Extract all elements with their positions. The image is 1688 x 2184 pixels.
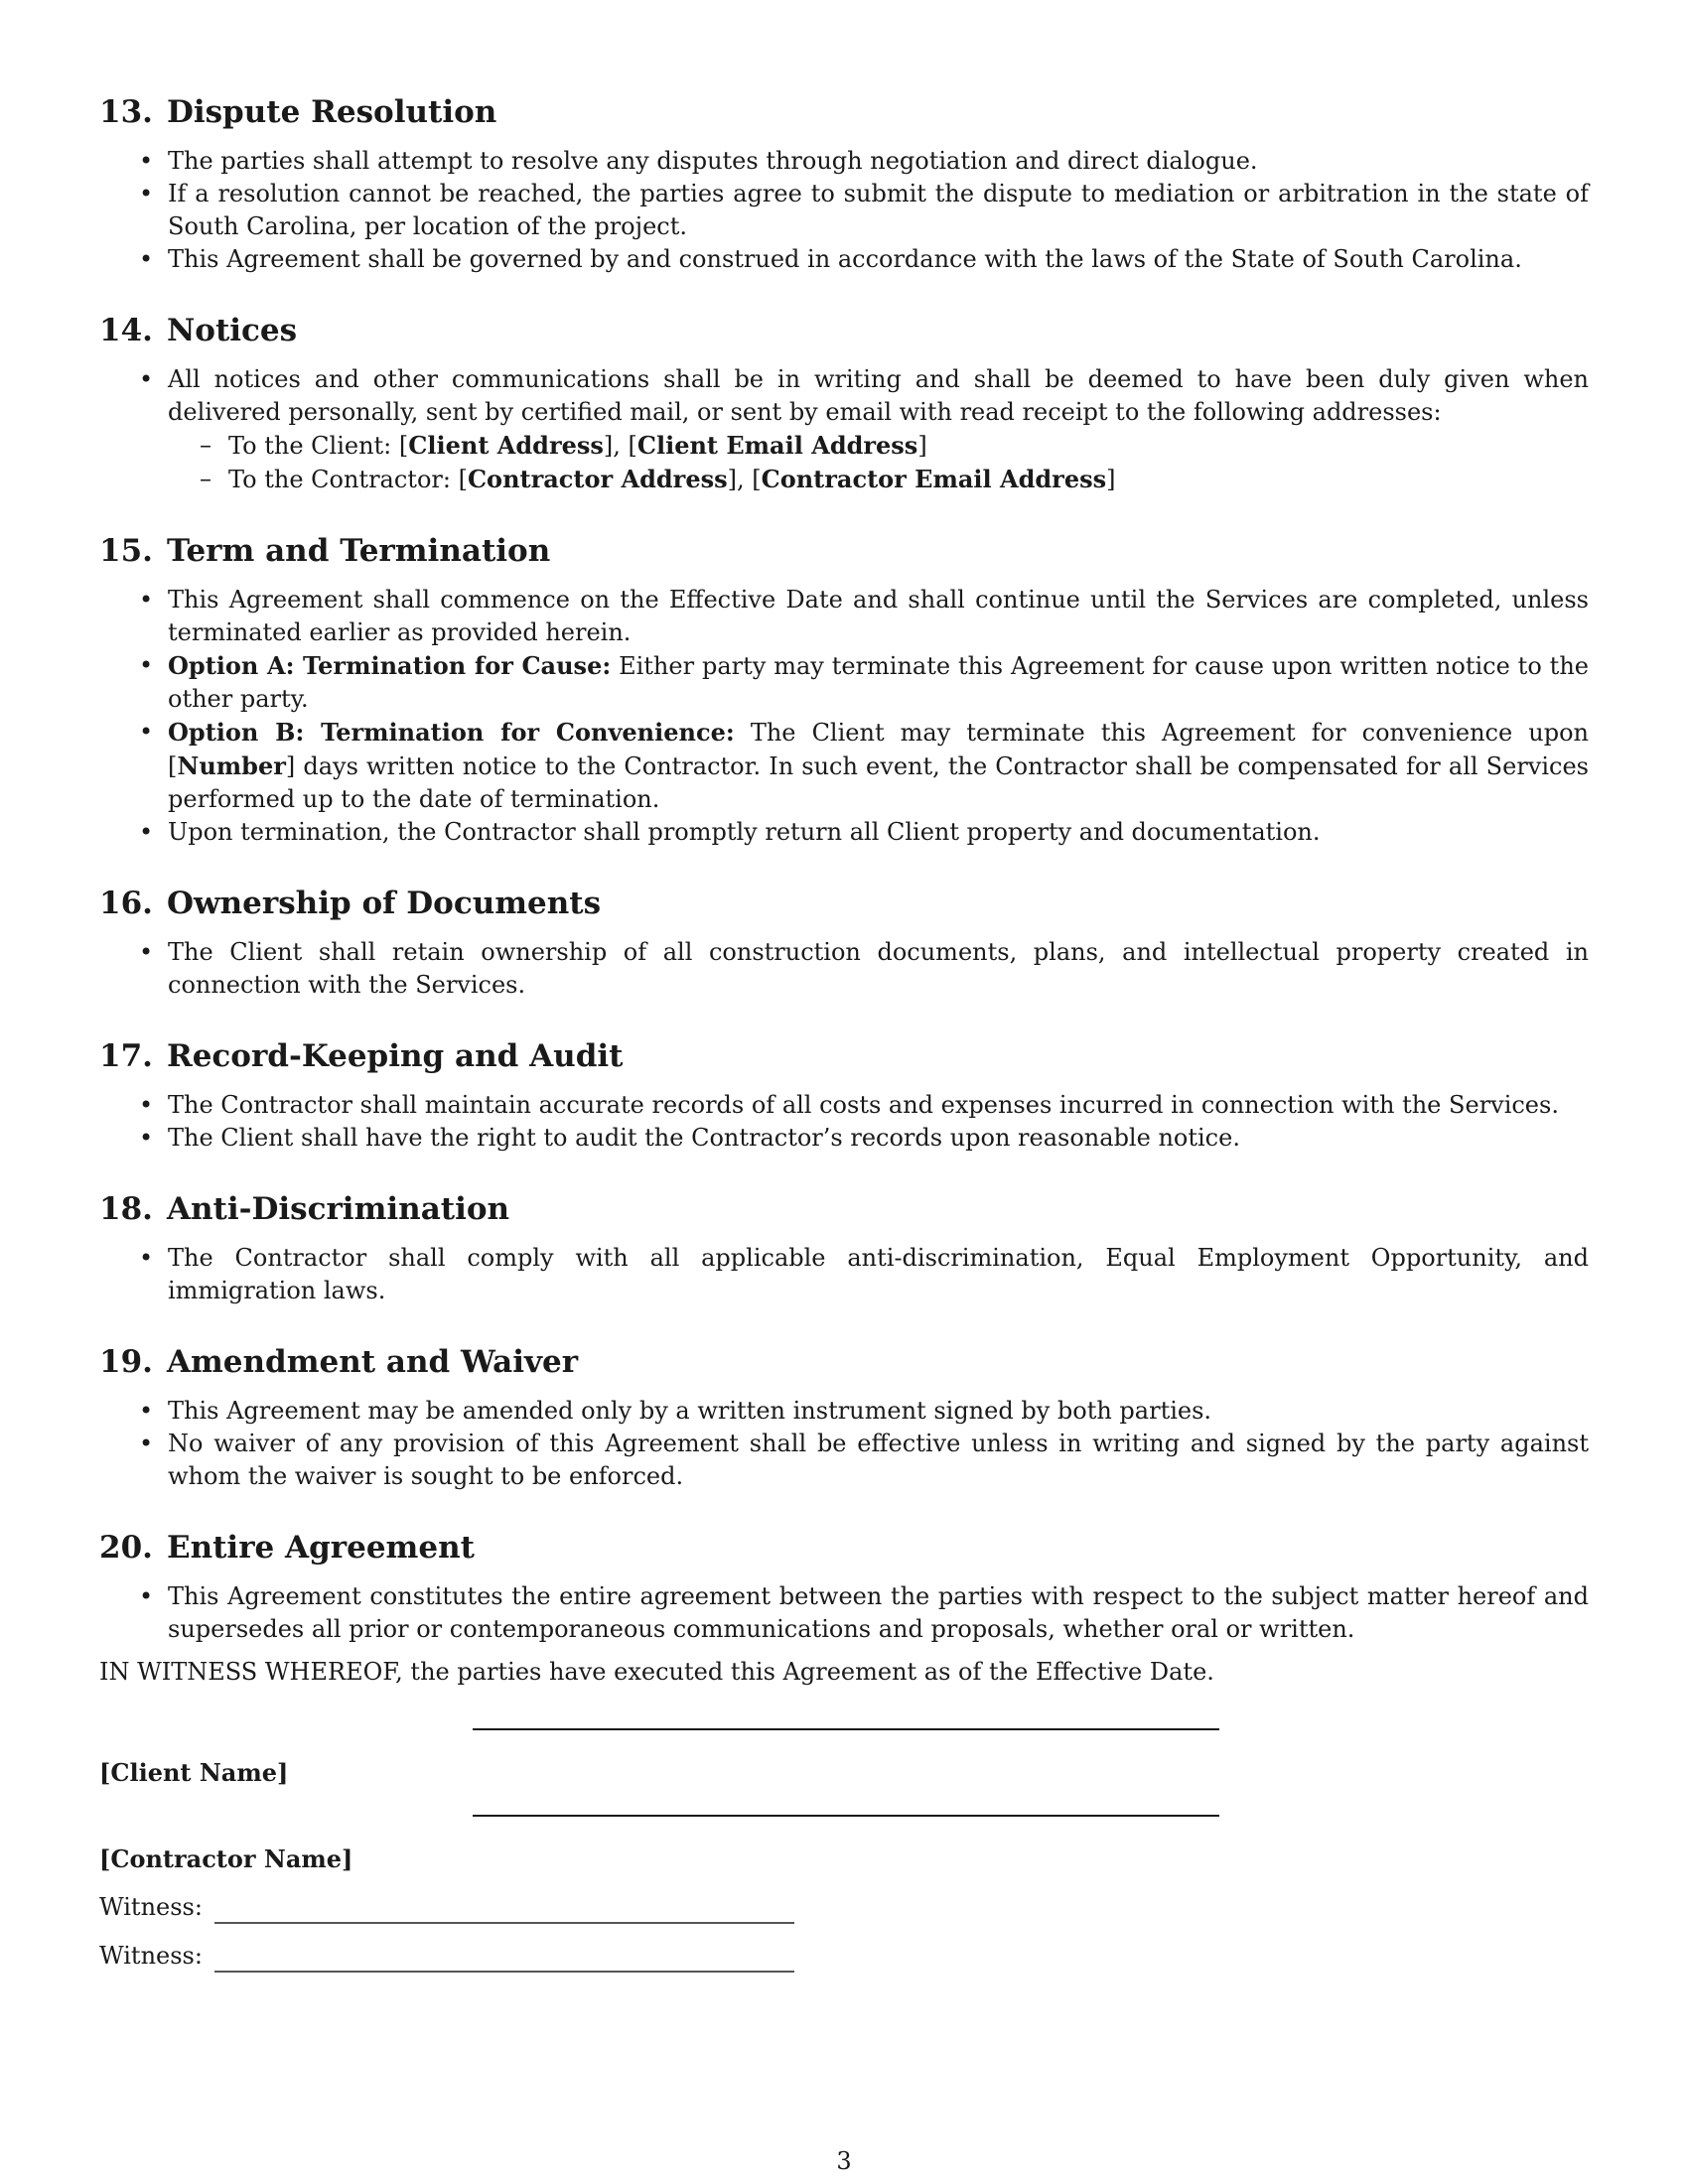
sub-list-item-contractor: – To the Contractor: [Contractor Address], [Contractor Email Address] <box>168 463 1589 496</box>
section-term-and-termination <box>99 530 1589 849</box>
section-heading <box>99 1035 1589 1077</box>
list-item-option-a <box>99 649 1589 716</box>
section-number: 15. <box>99 533 153 569</box>
witness-label: Witness: <box>99 1942 203 1970</box>
witness-row-2 <box>99 1940 1589 1973</box>
option-a-label: Option A: Termination for Cause: <box>168 651 612 680</box>
option-a-text: Either party may terminate this Agreement for cause upon written notice to the other party. <box>168 652 1589 713</box>
section-title: Amendment and Waiver <box>166 1344 579 1380</box>
list-item: • Upon termination, the Contractor shall promptly return all Client property and documentation. <box>99 816 1589 849</box>
list-item-option-b: • Option B: Termination for Convenience: The Client may terminate this Agreement for convenience upon [Number] days written notice to the Contractor. In such event, the Contractor shall be compensated for all Services performed up to the date of termination. <box>99 716 1589 816</box>
section-title: Record-Keeping and Audit <box>166 1038 624 1074</box>
section-title: Dispute Resolution <box>166 94 497 130</box>
contractor-signature-line[interactable] <box>473 1815 1219 1817</box>
section-number: 17. <box>99 1038 153 1074</box>
contractor-address-placeholder: Contractor Address <box>467 465 728 493</box>
witness-intro: IN WITNESS WHEREOF, the parties have executed this Agreement as of the Effective Date. <box>99 1658 1214 1686</box>
sub-item-prefix: To the Client: <box>228 432 399 460</box>
list-item: • The Contractor shall maintain accurate records of all costs and expenses incurred in connection with the Services. <box>99 1089 1589 1122</box>
section-title: Entire Agreement <box>166 1530 475 1566</box>
witness-signature-line[interactable] <box>214 1945 794 1973</box>
section-number: 18. <box>99 1191 153 1227</box>
section-ownership-of-documents <box>99 883 1589 1002</box>
signature-block <box>99 1656 1589 1973</box>
witness-row-1 <box>99 1891 1589 1924</box>
page-number: 3 <box>836 2147 852 2175</box>
list-item <box>99 363 1589 496</box>
list-item: • No waiver of any provision of this Agreement shall be effective unless in writing and signed by the party against whom the waiver is sought to be enforced. <box>99 1428 1589 1493</box>
section-heading <box>99 1188 1589 1230</box>
client-name-placeholder: [Client Name] <box>99 1758 289 1787</box>
section-number: 13. <box>99 94 153 130</box>
section-title: Notices <box>166 313 298 348</box>
list-item-text: All notices and other communications shall be in writing and shall be deemed to have been duly given when delivered personally, sent by certified mail, or sent by email with read receipt to the following addresses: <box>168 365 1589 426</box>
section-title: Ownership of Documents <box>166 886 602 921</box>
list-item: • The parties shall attempt to resolve any disputes through negotiation and direct dialogue. <box>99 145 1589 178</box>
section-anti-discrimination <box>99 1188 1589 1307</box>
section-amendment-and-waiver <box>99 1341 1589 1493</box>
list-item: • The Contractor shall comply with all applicable anti-discrimination, Equal Employment Opportunity, and immigration laws. <box>99 1242 1589 1307</box>
sub-list-item-client: – To the Client: [Client Address], [Client Email Address] <box>168 429 1589 463</box>
list-item: • The Client shall have the right to audit the Contractor’s records upon reasonable notice. <box>99 1122 1589 1155</box>
section-notices <box>99 310 1589 496</box>
section-heading <box>99 1527 1589 1569</box>
section-number: 16. <box>99 886 153 921</box>
list-item: • This Agreement constitutes the entire agreement between the parties with respect to the subject matter hereof and supersedes all prior or contemporaneous communications and proposals, whether oral or written. <box>99 1580 1589 1646</box>
witness-signature-line[interactable] <box>214 1896 794 1924</box>
number-placeholder: Number <box>177 751 286 780</box>
sub-item-prefix: To the Contractor: <box>228 466 459 493</box>
witness-label: Witness: <box>99 1893 203 1921</box>
option-b-rest: days written notice to the Contractor. In such event, the Contractor shall be compensated for all Services performed up to the date of termination. <box>168 752 1589 813</box>
section-number: 14. <box>99 313 153 348</box>
section-dispute-resolution <box>99 91 1589 276</box>
section-number: 20. <box>99 1530 153 1566</box>
list-item: • The Client shall retain ownership of all construction documents, plans, and intellectual property created in connection with the Services. <box>99 936 1589 1002</box>
contractor-name-placeholder: [Contractor Name] <box>99 1844 353 1873</box>
list-item: • If a resolution cannot be reached, the parties agree to submit the dispute to mediation or arbitration in the state of South Carolina, per location of the project. <box>99 178 1589 243</box>
client-signature-line[interactable] <box>473 1728 1219 1730</box>
contractor-email-placeholder: Contractor Email Address <box>761 465 1107 493</box>
list-item: • This Agreement may be amended only by a written instrument signed by both parties. <box>99 1395 1589 1428</box>
client-email-placeholder: Client Email Address <box>636 431 918 460</box>
section-heading <box>99 883 1589 924</box>
section-title: Term and Termination <box>166 533 551 569</box>
section-entire-agreement <box>99 1527 1589 1646</box>
section-heading <box>99 1341 1589 1383</box>
list-item: • This Agreement shall be governed by and construed in accordance with the laws of the State of South Carolina. <box>99 243 1589 276</box>
section-record-keeping <box>99 1035 1589 1155</box>
option-b-text: The Client may terminate this Agreement for convenience upon <box>750 719 1589 747</box>
client-address-placeholder: Client Address <box>408 431 604 460</box>
document-page <box>99 91 1589 1973</box>
option-b-label: Option B: Termination for Convenience: <box>168 718 735 747</box>
section-title: Anti-Discrimination <box>166 1191 510 1227</box>
section-heading <box>99 91 1589 133</box>
section-number: 19. <box>99 1344 153 1380</box>
section-heading <box>99 310 1589 351</box>
section-heading <box>99 530 1589 572</box>
list-item: • This Agreement shall commence on the Effective Date and shall continue until the Services are completed, unless terminated earlier as provided herein. <box>99 584 1589 649</box>
